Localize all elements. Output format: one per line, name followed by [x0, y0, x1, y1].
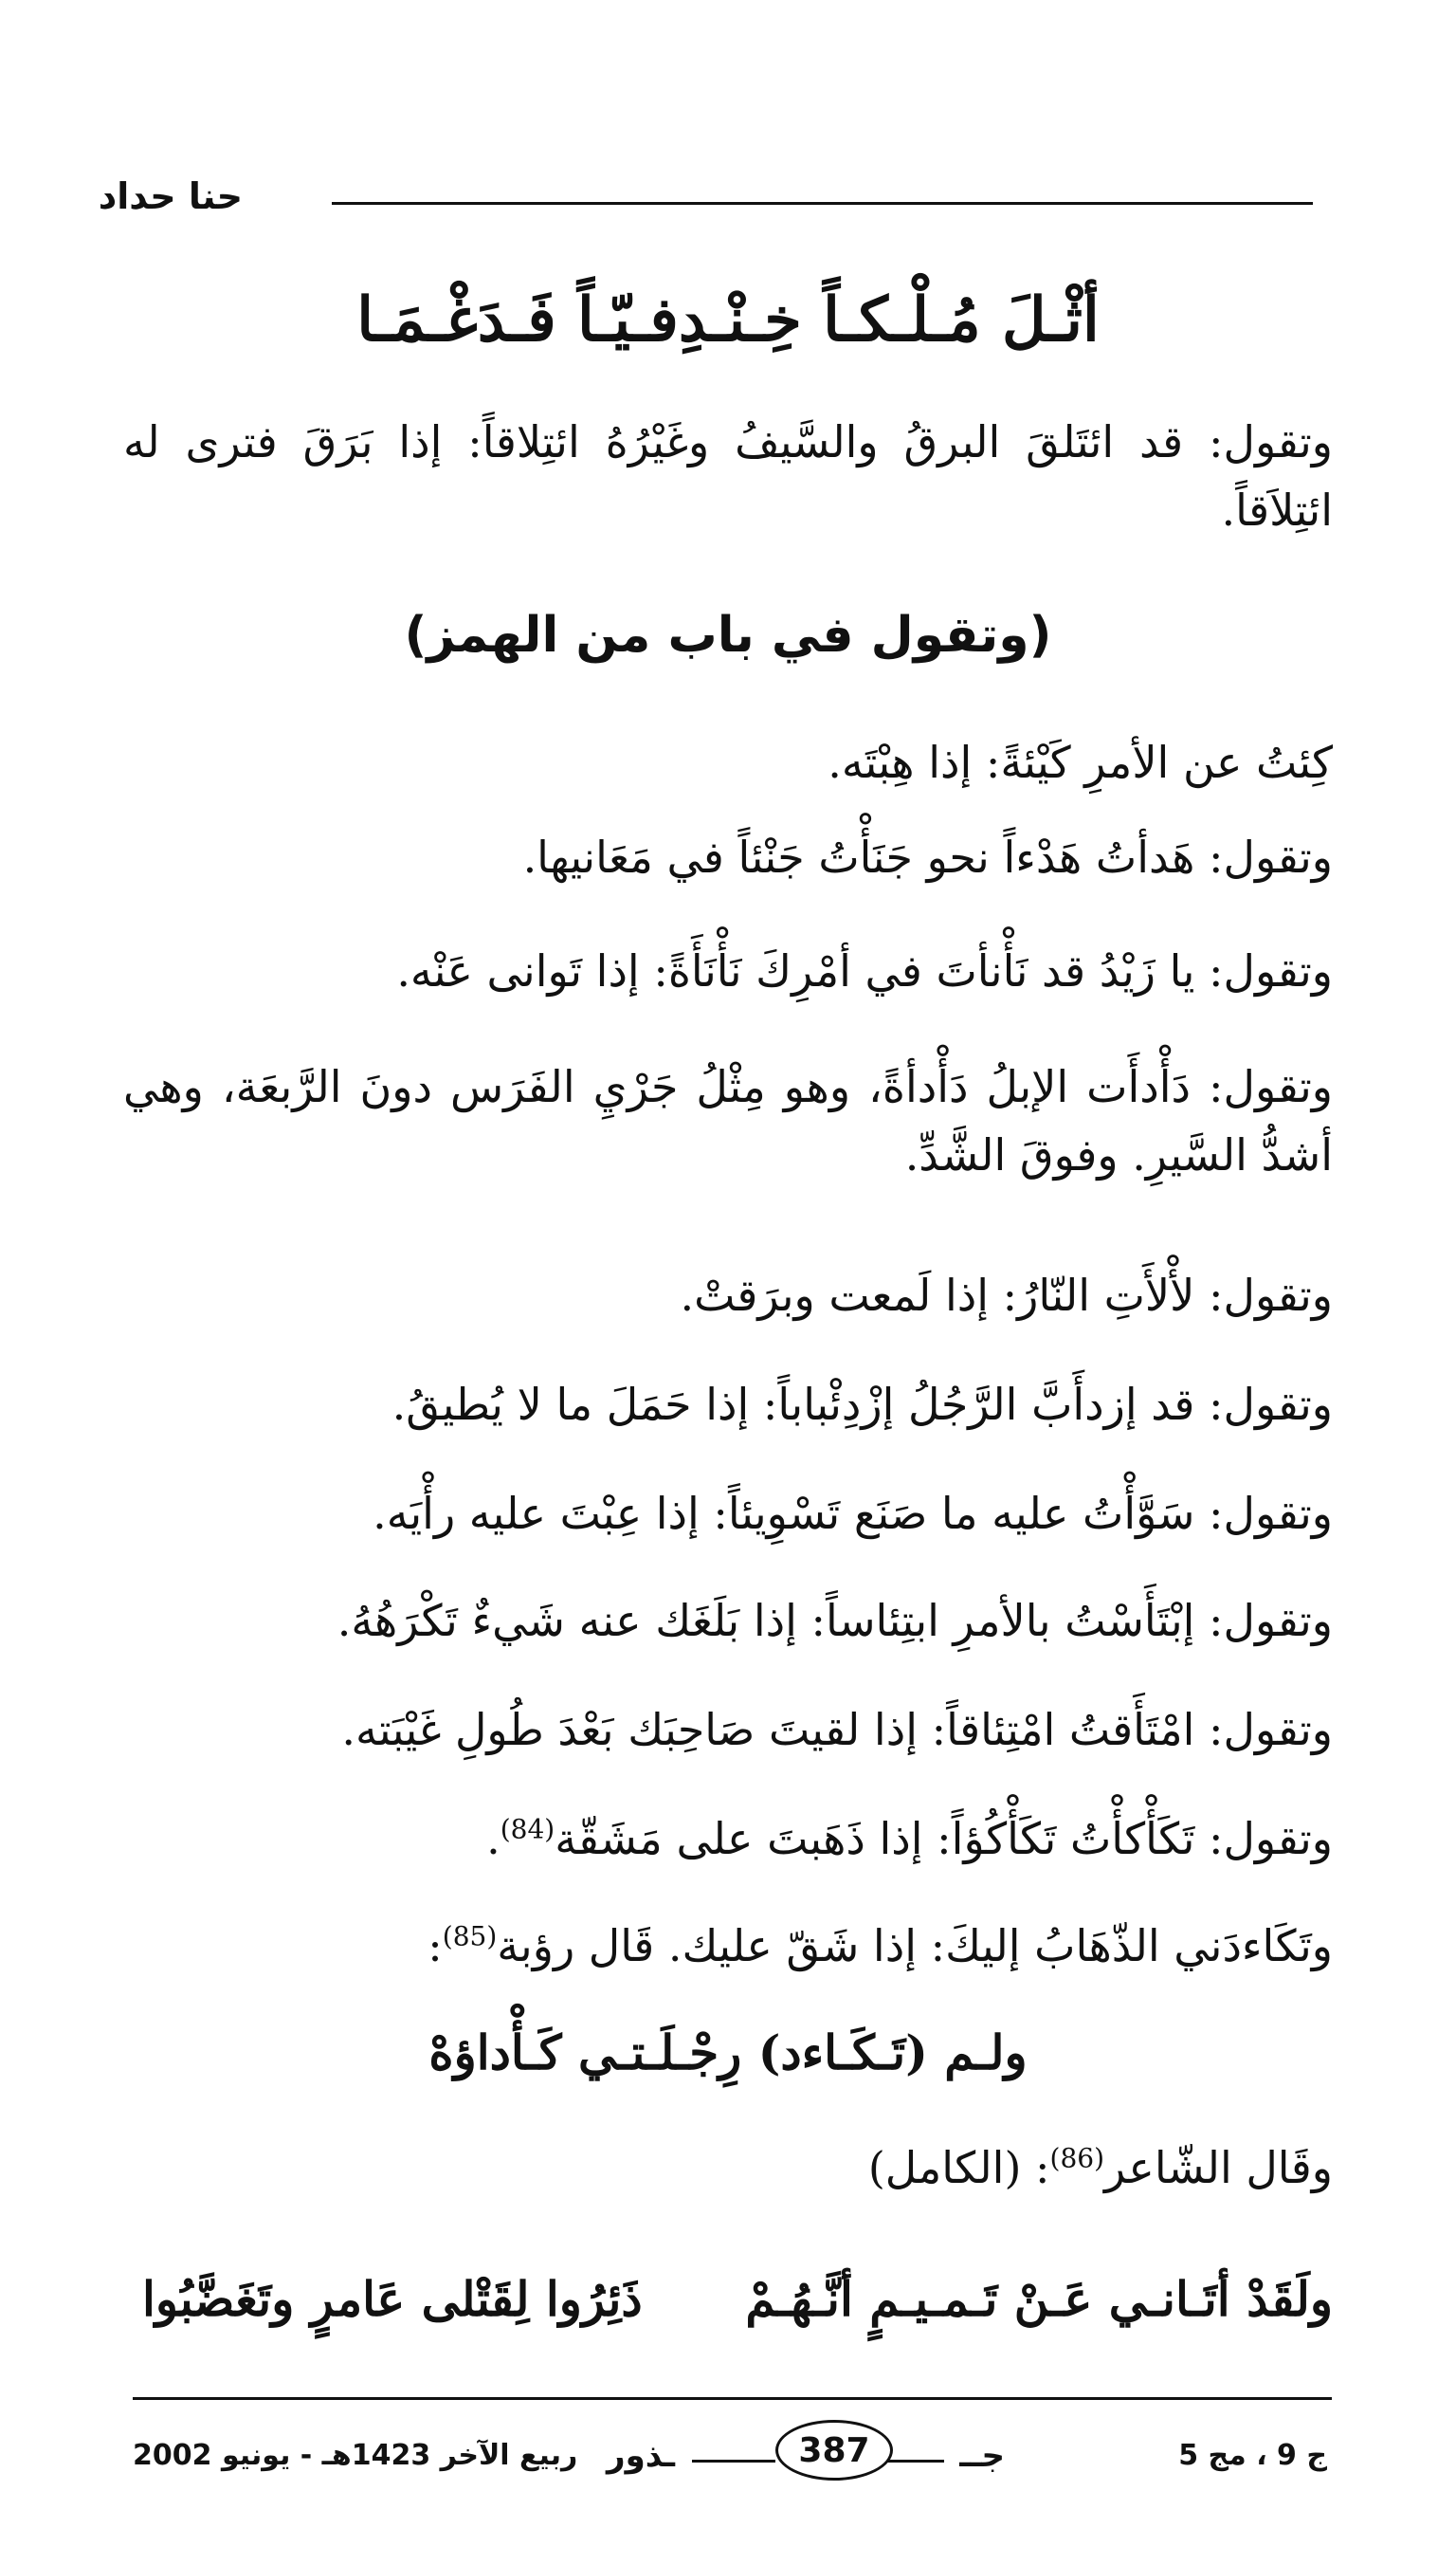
footer-date: ربيع الآخر 1423هـ - يونيو 2002 [133, 2439, 578, 2472]
text-line-imtaaqtu: وتقول: امْتَأَقتُ امْتِئاقاً: إذا لقيتَ صَاحِبَك بَعْدَ طُولِ غَيْبَته. [341, 1704, 1333, 1755]
header-rule [332, 202, 1313, 205]
paragraph-dadaat: وتقول: دَأْدأَت الإبلُ دَأْدأةً، وهو مِثْلُ جَرْيِ الفَرَس دونَ الرَّبعَة، وهي أشدُّ السَّيرِ. وفوقَ الشَّدِّ. [123, 1061, 1333, 1181]
paragraph-ittalaqa: وتقول: قد ائتَلقَ البرقُ والسَّيفُ وغَيْرُهُ ائتِلاقاً: إذا بَرَقَ فترى له ائتِلاَقاً. [123, 416, 1333, 536]
text-line-kiatu: كِئتُ عن الأمرِ كَيْئةً: إذا هِبْتَه. [828, 737, 1333, 788]
line-text: وتقول: تَكَأْكأْتُ تَكَأْكُؤاً: إذا ذَهَبتَ على مَشَقّة [555, 1813, 1333, 1864]
poem-hemistich-right: ولَقَدْ أتَـانـي عَـنْ تَـمـيـمٍ أنَّـهُـمْ [745, 2271, 1333, 2327]
footnote-ref-85[interactable]: (85) [442, 1920, 498, 1952]
poem-hemistich-left: ذَئِرُوا لِقَتْلى عَامرٍ وتَغَضَّبُوا [142, 2271, 643, 2327]
section-heading: (وتقول في باب من الهمز) [404, 607, 1052, 664]
footer-journal-mark [607, 2416, 1005, 2482]
text-line-takaadani [123, 1912, 1333, 1980]
footnote-ref-86[interactable]: (86) [1049, 2142, 1105, 2174]
line-end: . [486, 1813, 500, 1864]
text-line-poet [123, 2134, 1333, 2202]
text-line-sawwatu: وتقول: سَوَّأْتُ عليه ما صَنَع تَسْوِيئاً: إذا عِبْتَ عليه رأْيَه. [373, 1488, 1333, 1539]
text-line-laalaat: وتقول: لأْلأَتِ النّارُ: إذا لَمعت وبرَقتْ. [680, 1270, 1333, 1321]
journal-underline-right [887, 2460, 944, 2463]
text-line-izdaabba: وتقول: قد إزدأَبَّ الرَّجُلُ إزْدِئْباباً: إذا حَمَلَ ما لا يُطيقُ. [391, 1379, 1333, 1430]
line-text: وقَال الشّاعر [1104, 2142, 1333, 2193]
line-text: وتَكَاءدَني الذّهَابُ إليكَ: إذا شَقّ عليك. قَال رؤبة [497, 1920, 1333, 1971]
line-end: : [428, 1920, 443, 1971]
text-line-nanata: وتقول: يا زَيْدُ قد نَأْنأتَ في أمْرِكَ نَأْنَأَةً: إذا تَوانى عَنْه. [396, 945, 1333, 997]
footer-issue: ج 9 ، مج 5 [1178, 2439, 1327, 2472]
footnote-ref-84[interactable]: (84) [500, 1813, 555, 1845]
text-line-takaktu [123, 1804, 1333, 1873]
footer-rule [133, 2397, 1332, 2400]
text-line-ibtaastu: وتقول: إبْتَأَسْتُ بالأمرِ ابتِئاساً: إذا بَلَغَك عنه شَيءٌ تَكْرَهُهُ. [337, 1595, 1333, 1646]
journal-underline-left [692, 2460, 775, 2463]
verse-title: أثْـلَ مُـلْـكـاً خِـنْـدِفـيّـاً فَـدَغْـمَـا [356, 284, 1100, 356]
line-end: : (الكامل) [867, 2142, 1050, 2193]
journal-name-right: جــ [959, 2437, 1005, 2475]
running-header-author: حنا حداد [98, 175, 243, 217]
text-line-hadatu: وتقول: هَدأتُ هَدْءاً نحو جَنَأْتُ جَنْئاً في مَعَانيها. [522, 832, 1333, 883]
journal-name-left: ـذور [607, 2437, 675, 2475]
page-number: 387 [775, 2420, 893, 2481]
verse-ruba: ولـم (تَـكَـاءد) رِجْـلَـتـي كَـأْداؤهْ [428, 2024, 1028, 2080]
